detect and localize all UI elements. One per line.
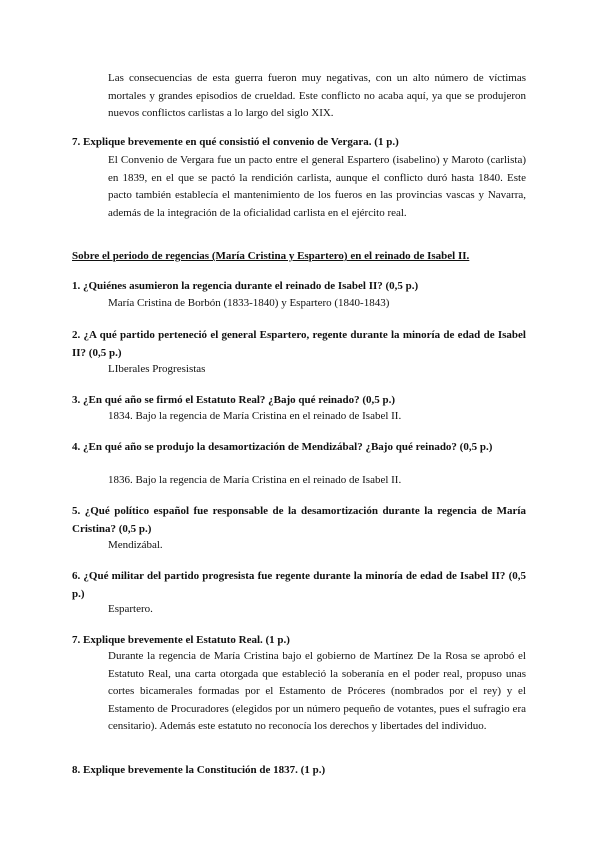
question-heading: 4. ¿En qué año se produjo la desamortización de Mendizábal? ¿Bajo qué reinado? (0,5 p.) (72, 441, 493, 453)
question-heading: 6. ¿Qué militar del partido progresista fue regente durante la minoría de edad de Isabel II? (0,5 p.) (72, 570, 526, 600)
answer-paragraph: Mendizábal. (108, 539, 163, 551)
answer-paragraph: Las consecuencias de esta guerra fueron muy negativas, con un alto número de víctimas mortales y grandes episodios de crueldad. Este conflicto no acaba aquí, ya que se produjeron nuevos conflictos carlistas a lo largo del siglo XIX. (108, 72, 526, 119)
answer-paragraph: El Convenio de Vergara fue un pacto entre el general Espartero (isabelino) y Maroto (carlista) en 1839, en el que se pactó la rendición carlista, aunque el conflicto duró hasta 1840. Este pacto también establecía el mantenimiento de los fueros en las provincias vascas y Navarra, además de la integración de la oficialidad carlista en el ejército real. (108, 154, 526, 219)
answer-paragraph: María Cristina de Borbón (1833-1840) y Espartero (1840-1843) (108, 297, 390, 309)
question-heading: 7. Explique brevemente el Estatuto Real. (1 p.) (72, 634, 290, 646)
answer-paragraph: Durante la regencia de María Cristina bajo el gobierno de Martínez De la Rosa se aprobó el Estatuto Real, una carta otorgada que estableció la soberanía en el poder real, propuso unas cortes bicamerales formadas por el Estamento de Próceres (nombrados por el rey) y el Estamento de Procuradores (elegidos por un número pequeño de votantes, pues el sufragio era censitario). Además este estatuto no reconocía los derechos y libertades del individuo. (108, 650, 526, 732)
question-heading: 3. ¿En qué año se firmó el Estatuto Real? ¿Bajo qué reinado? (0,5 p.) (72, 394, 396, 406)
question-heading: 7. Explique brevemente en qué consistió el convenio de Vergara. (1 p.) (72, 136, 399, 148)
answer-paragraph: LIberales Progresistas (108, 363, 206, 375)
question-heading: 5. ¿Qué político español fue responsable de la desamortización durante la regencia de María Cristina? (0,5 p.) (72, 505, 526, 535)
answer-paragraph: 1834. Bajo la regencia de María Cristina en el reinado de Isabel II. (108, 410, 402, 422)
question-heading: 1. ¿Quiénes asumieron la regencia durante el reinado de Isabel II? (0,5 p.) (72, 280, 419, 292)
question-heading: 2. ¿A qué partido perteneció el general Espartero, regente durante la minoría de edad de Isabel II? (0,5 p.) (72, 329, 526, 359)
section-heading: Sobre el periodo de regencias (María Cristina y Espartero) en el reinado de Isabel II. (72, 250, 470, 262)
answer-paragraph: Espartero. (108, 603, 153, 615)
question-heading: 8. Explique brevemente la Constitución de 1837. (1 p.) (72, 764, 326, 776)
answer-paragraph: 1836. Bajo la regencia de María Cristina en el reinado de Isabel II. (108, 474, 402, 486)
